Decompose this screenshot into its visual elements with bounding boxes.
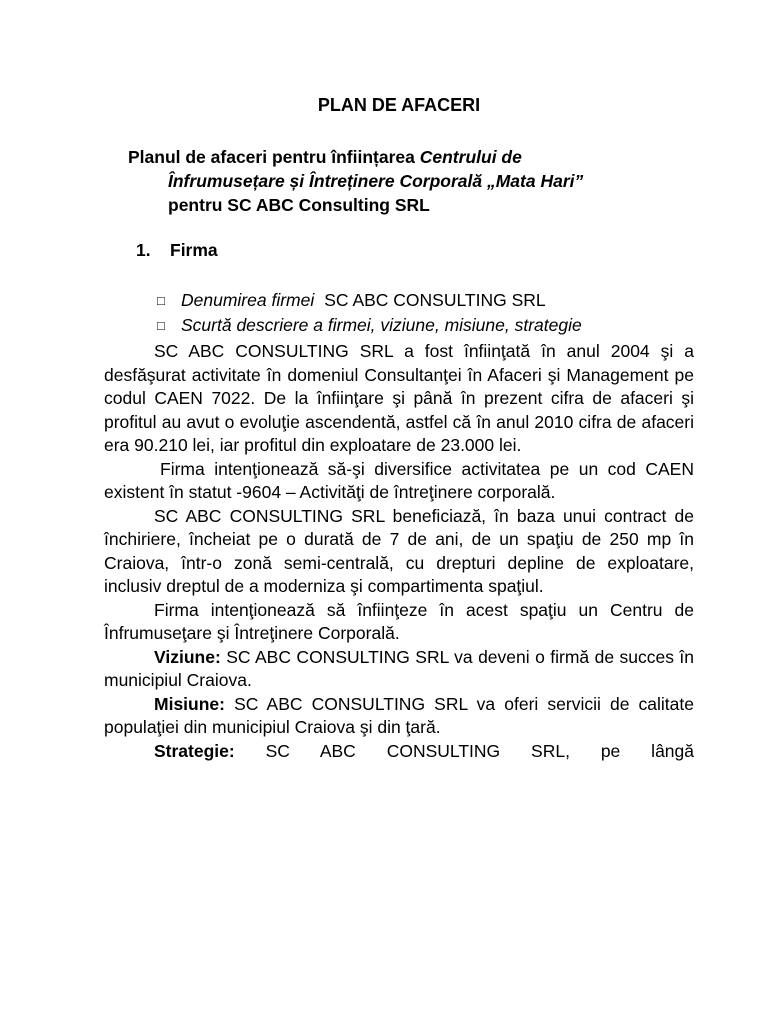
subtitle-italic-text: Centrului de <box>419 147 522 167</box>
subtitle-line-1 <box>128 145 648 169</box>
paragraph-lead: Strategie: <box>154 740 235 761</box>
paragraph <box>104 505 694 599</box>
bullet-value: SC ABC CONSULTING SRL <box>324 290 546 310</box>
section-number: 1. <box>136 240 151 260</box>
bullet-label: Scurtă descriere a firmei, viziune, misiune, strategie <box>181 315 582 335</box>
paragraph-text: SC ABC CONSULTING SRL a fost înfiinţată în anul 2004 şi a desfăşurat activitate în domeniul Consultanţei în Afaceri şi Management pe codul CAEN 7022. De la înfiinţare şi până în prezent cifra de afaceri şi profitul au avut o evoluţie ascendentă, astfel că în anul 2010 cifra de afaceri era 90.210 lei, iar profitul din exploatare de 23.000 lei. <box>104 341 694 455</box>
bullet-item <box>157 315 582 336</box>
section-heading <box>136 240 218 261</box>
paragraph-text: SC ABC CONSULTING SRL, pe lângă <box>234 740 694 761</box>
paragraph <box>104 693 694 740</box>
checkbox-bullet-icon: □ <box>157 293 165 308</box>
subtitle-line-2: Înfrumusețare și Întreținere Corporală „Mata Hari” <box>168 171 584 191</box>
document-subtitle <box>128 145 648 217</box>
subtitle-regular-text: Planul de afaceri pentru înființarea <box>128 147 420 167</box>
checkbox-bullet-icon: □ <box>157 318 165 333</box>
paragraph-lead: Viziune: <box>154 646 221 667</box>
paragraph-text: SC ABC CONSULTING SRL va oferi servicii de calitate populaţiei din municipiul Craiova şi din ţară. <box>104 693 694 737</box>
bullet-item <box>157 290 546 311</box>
subtitle-line-3: pentru SC ABC Consulting SRL <box>168 195 430 215</box>
paragraph <box>104 340 694 458</box>
paragraph-text: Firma intenţionează să înfiinţeze în acest spaţiu un Centru de Înfrumuseţare şi Întreţinere Corporală. <box>104 599 694 643</box>
paragraph <box>104 740 694 764</box>
paragraph <box>104 599 694 646</box>
paragraph-lead: Misiune: <box>154 693 225 714</box>
paragraph <box>104 458 694 505</box>
paragraph <box>104 646 694 693</box>
paragraph-text: Firma intenţionează să-şi diversifice activitatea pe un cod CAEN existent în statut -9604 – Activităţi de întreţinere corporală. <box>104 458 694 502</box>
paragraph-text: SC ABC CONSULTING SRL beneficiază, în baza unui contract de închiriere, încheiat pe o durată de 7 de ani, de un spaţiu de 250 mp în Craiova, într-o zonă semi-centrală, cu drepturi depline de exploatare, inclusiv dreptul de a moderniza şi compartimenta spaţiul. <box>104 505 694 596</box>
document-title: PLAN DE AFACERI <box>317 95 481 115</box>
bullet-label: Denumirea firmei <box>181 290 315 310</box>
document-body <box>104 340 694 763</box>
section-title: Firma <box>170 240 218 260</box>
paragraph-text: SC ABC CONSULTING SRL va deveni o firmă de succes în municipiul Craiova. <box>104 646 694 690</box>
